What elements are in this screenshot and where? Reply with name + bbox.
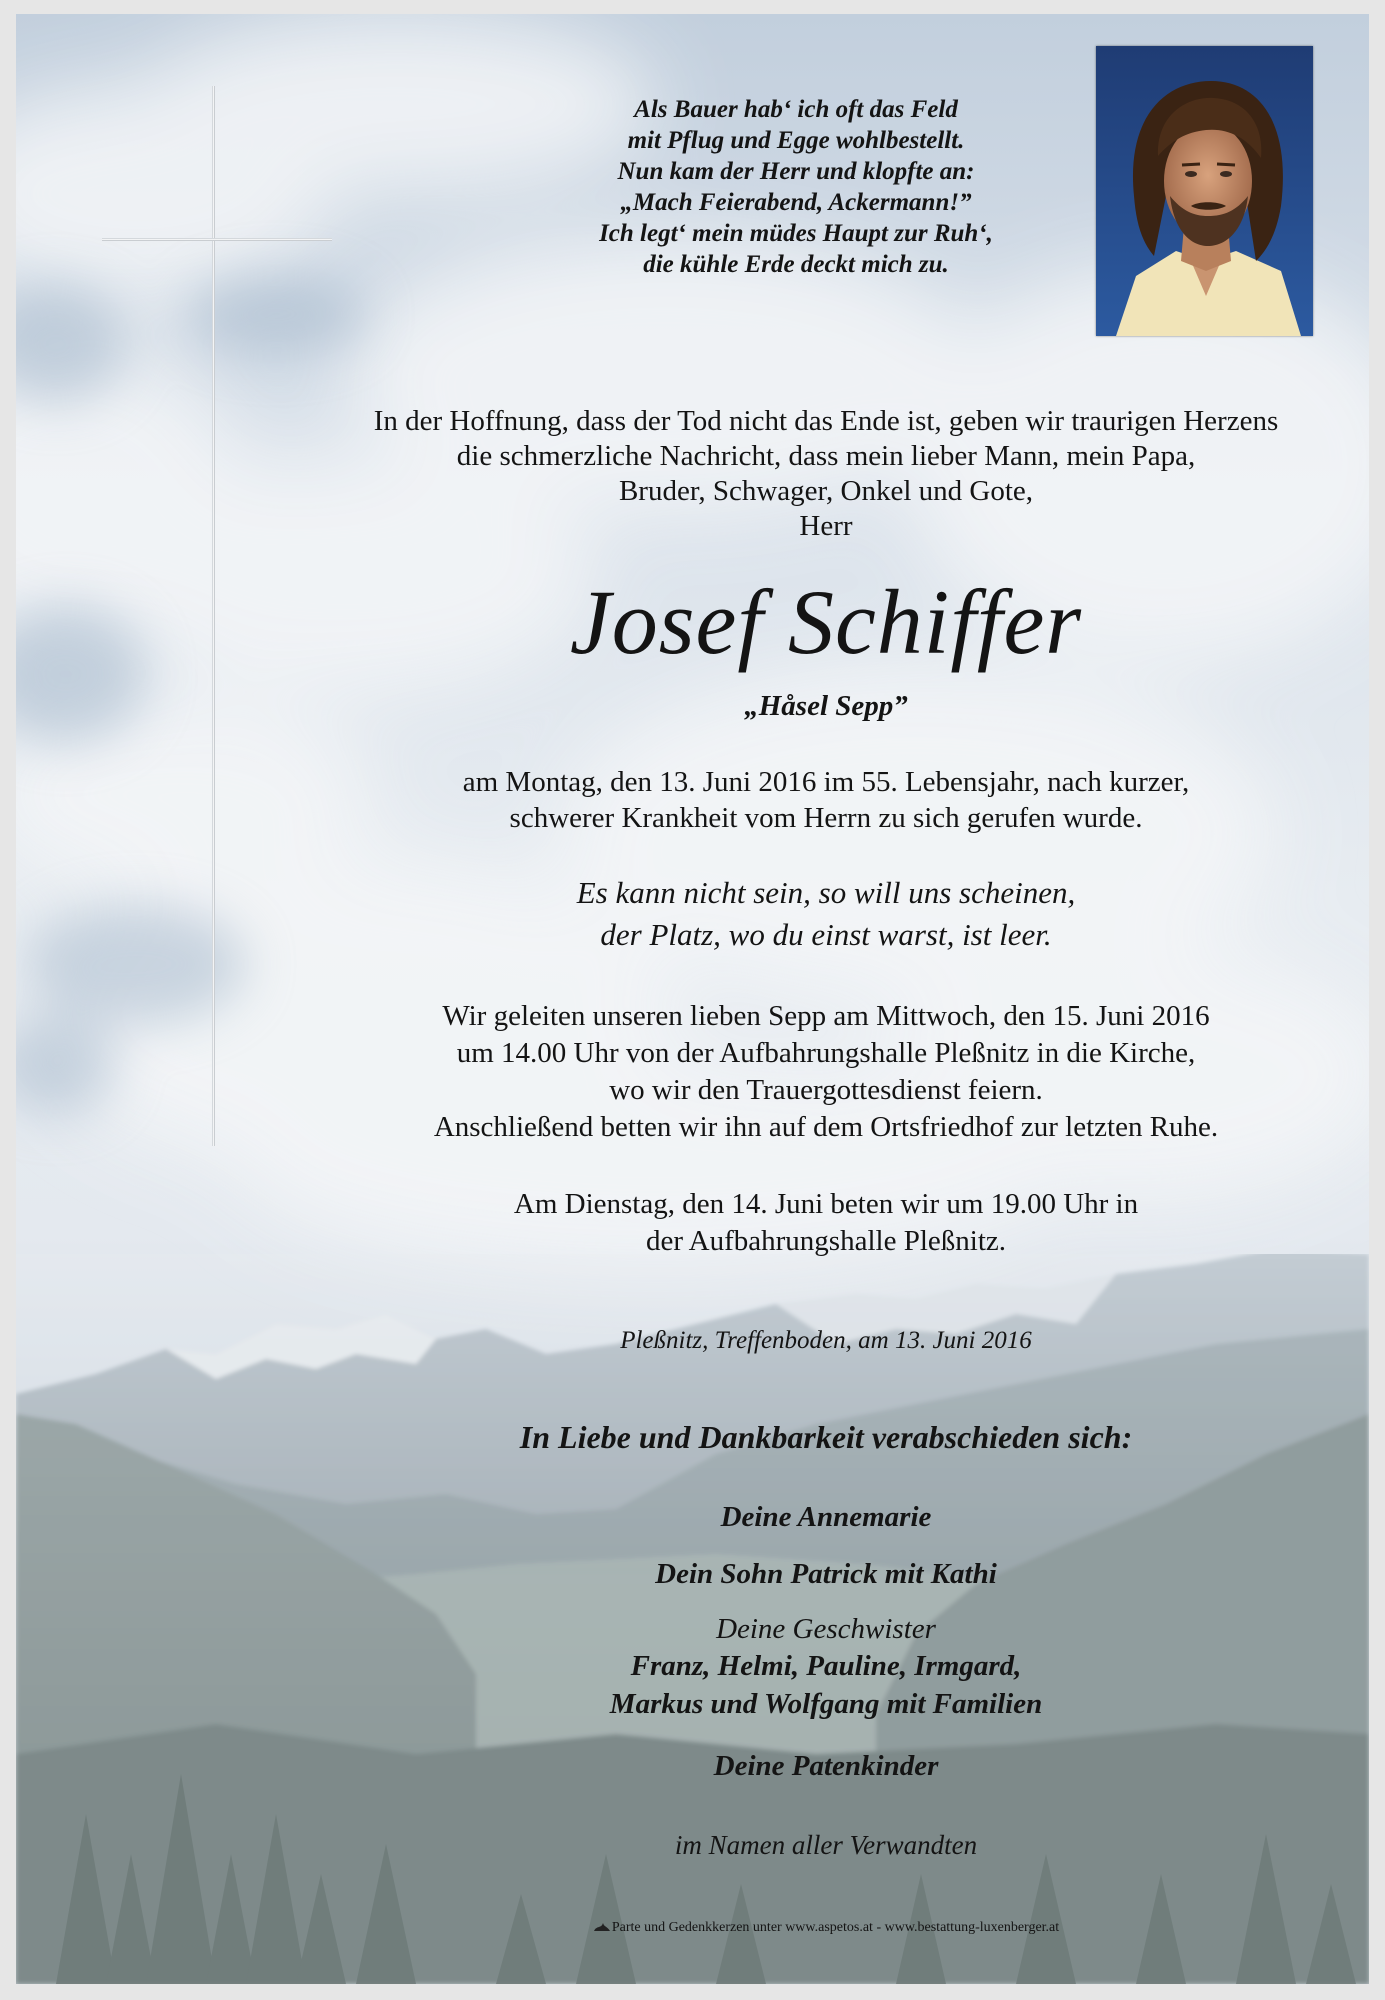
prayer-details xyxy=(306,1186,1346,1260)
death-notice xyxy=(306,764,1346,836)
verse-line: der Platz, wo du einst warst, ist leer. xyxy=(600,917,1052,952)
death-line: am Montag, den 13. Juni 2016 im 55. Lebensjahr, nach kurzer, xyxy=(462,766,1190,798)
candle-icon xyxy=(593,1919,611,1933)
farewell-heading: In Liebe und Dankbarkeit verabschieden sich: xyxy=(519,1419,1133,1455)
family-siblings-label: Deine Geschwister xyxy=(716,1613,936,1645)
memorial-verse xyxy=(306,872,1346,956)
intro-line: Herr xyxy=(799,510,853,542)
family-son: Dein Sohn Patrick mit Kathi xyxy=(655,1558,997,1590)
intro-line: In der Hoffnung, dass der Tod nicht das Ende ist, geben wir traurigen Herzens xyxy=(373,405,1279,437)
funeral-line: um 14.00 Uhr von der Aufbahrungshalle Pleßnitz in die Kirche, xyxy=(456,1037,1196,1069)
poem xyxy=(516,94,1076,280)
verse-line: Es kann nicht sein, so will uns scheinen, xyxy=(576,875,1076,910)
intro-text xyxy=(306,404,1346,544)
footer xyxy=(306,1918,1346,1938)
funeral-details xyxy=(306,998,1346,1146)
poem-line: Nun kam der Herr und klopfte an: xyxy=(617,158,975,185)
prayer-line: der Aufbahrungshalle Pleßnitz. xyxy=(646,1225,1006,1257)
obituary-card xyxy=(16,14,1369,1984)
funeral-line: wo wir den Trauergottesdienst feiern. xyxy=(609,1074,1043,1106)
footer-text: Parte und Gedenkkerzen unter www.aspetos.at - www.bestattung-luxenberger.at xyxy=(611,1920,1060,1935)
poem-line: die kühle Erde deckt mich zu. xyxy=(643,251,949,278)
poem-line: Ich legt‘ mein müdes Haupt zur Ruh‘, xyxy=(599,220,993,247)
intro-line: Bruder, Schwager, Onkel und Gote, xyxy=(618,475,1034,507)
intro-line: die schmerzliche Nachricht, dass mein lieber Mann, mein Papa, xyxy=(456,440,1196,472)
poem-line: „Mach Feierabend, Ackermann!” xyxy=(620,189,972,216)
place-date: Pleßnitz, Treffenboden, am 13. Juni 2016 xyxy=(620,1327,1032,1354)
nickname: „Håsel Sepp” xyxy=(744,690,908,722)
deceased-name: Josef Schiffer xyxy=(569,571,1083,673)
funeral-line: Wir geleiten unseren lieben Sepp am Mittwoch, den 15. Juni 2016 xyxy=(442,1000,1210,1032)
sibling-line: Franz, Helmi, Pauline, Irmgard, xyxy=(630,1650,1022,1682)
prayer-line: Am Dienstag, den 14. Juni beten wir um 19.00 Uhr in xyxy=(513,1188,1139,1220)
funeral-line: Anschließend betten wir ihn auf dem Ortsfriedhof zur letzten Ruhe. xyxy=(433,1111,1219,1143)
family-relatives: im Namen aller Verwandten xyxy=(674,1830,978,1860)
poem-line: Als Bauer hab‘ ich oft das Feld xyxy=(634,96,958,123)
family-siblings xyxy=(306,1647,1346,1723)
portrait-photo xyxy=(1096,46,1313,336)
poem-line: mit Pflug und Egge wohlbestellt. xyxy=(627,127,965,154)
family-wife: Deine Annemarie xyxy=(720,1501,932,1533)
death-line: schwerer Krankheit vom Herrn zu sich gerufen wurde. xyxy=(509,802,1143,834)
sibling-line: Markus und Wolfgang mit Familien xyxy=(609,1688,1043,1720)
family-godchildren: Deine Patenkinder xyxy=(713,1750,939,1782)
